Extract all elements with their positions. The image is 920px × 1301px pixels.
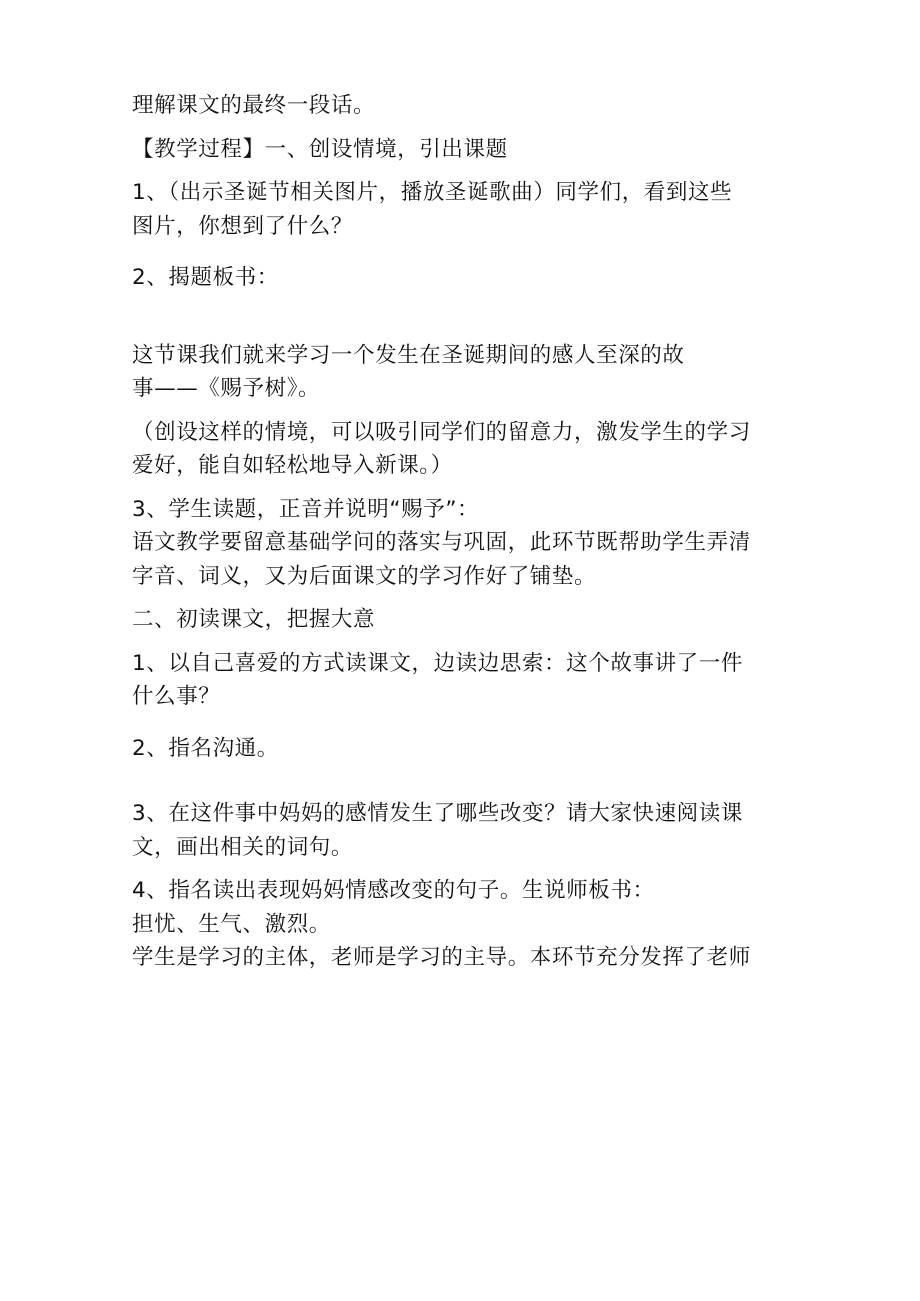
paragraph: （创设这样的情境，可以吸引同学们的留意力，激发学生的学习 [132, 419, 751, 445]
paragraph: 学生是学习的主体，老师是学习的主导。本环节充分发挥了老师 [132, 945, 751, 970]
paragraph-teaching-process-heading: 【教学过程】一、创设情境，引出课题 [132, 136, 508, 162]
paragraph: 爱好，能自如轻松地导入新课。） [132, 453, 453, 478]
paragraph: 什么事？ [132, 684, 221, 709]
paragraph: 2、揭题板书： [132, 265, 279, 290]
paragraph: 事——《赐予树》。 [132, 376, 321, 401]
paragraph: 1、以自己喜爱的方式读课文，边读边思索：这个故事讲了一件 [132, 650, 743, 676]
paragraph: 4、指名读出表现妈妈情感改变的句子。生说师板书： [132, 878, 655, 903]
paragraph: 字音、词义，又为后面课文的学习作好了铺垫。 [132, 563, 597, 589]
paragraph: 语文教学要留意基础学问的落实与巩固，此环节既帮助学生弄清 [132, 530, 751, 555]
paragraph: 3、在这件事中妈妈的感情发生了哪些改变？请大家快速阅读课 [132, 801, 743, 826]
paragraph: 这节课我们就来学习一个发生在圣诞期间的感人至深的故 [132, 342, 685, 368]
paragraph-section-two-heading: 二、初读课文，把握大意 [132, 607, 376, 632]
paragraph: 3、学生读题，正音并说明“赐予”： [132, 496, 480, 522]
paragraph: 1、（出示圣诞节相关图片，播放圣诞歌曲）同学们，看到这些 [132, 180, 733, 205]
document-body [132, 95, 788, 969]
paragraph: 2、指名沟通。 [132, 735, 279, 761]
paragraph: 图片，你想到了什么？ [132, 213, 354, 239]
paragraph: 理解课文的最终一段话。 [132, 93, 376, 118]
paragraph: 担忧、生气、激烈。 [132, 911, 331, 937]
paragraph: 文，画出相关的词句。 [132, 834, 354, 860]
